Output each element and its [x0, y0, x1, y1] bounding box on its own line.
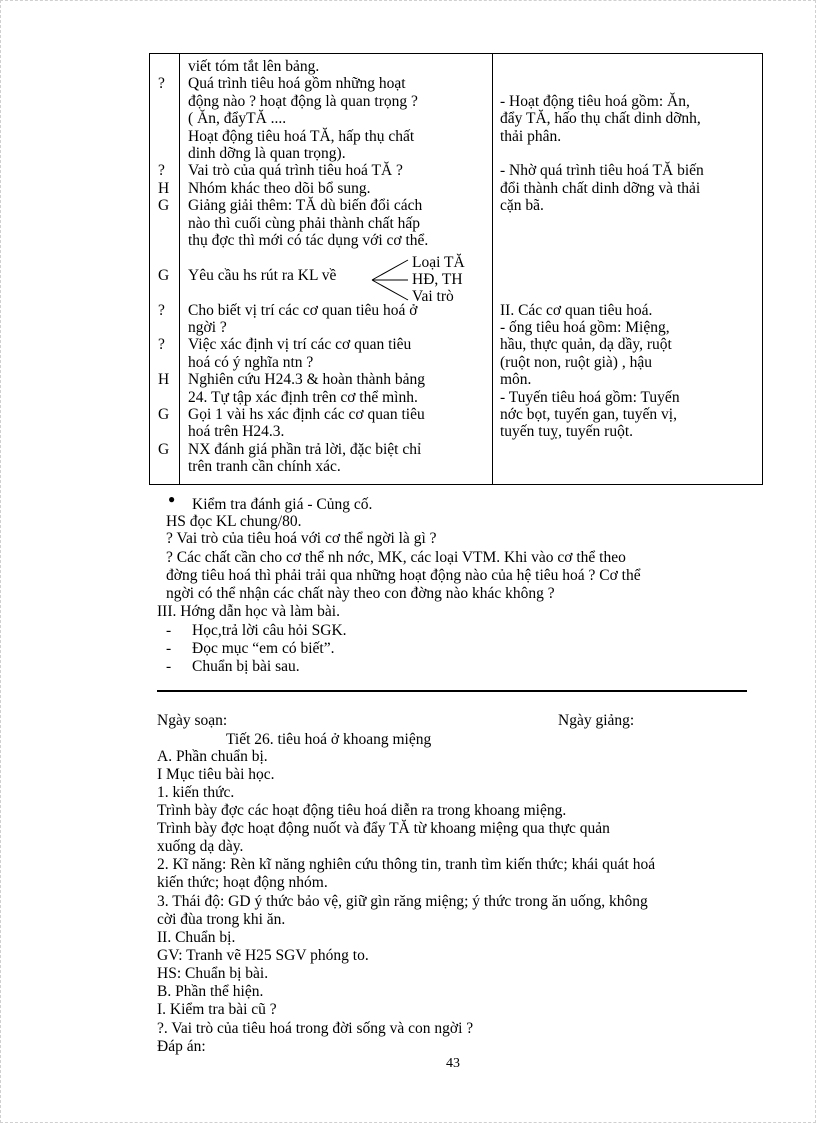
content-text: - ống tiêu hoá gồm: Miệng, — [500, 319, 670, 336]
activity-text: Vai trò của quá trình tiêu hoá TĂ ? — [188, 162, 403, 180]
teach-date-label: Ngày giảng: — [558, 712, 635, 729]
activity-text: 24. Tự tập xác định trên cơ thể mình. — [188, 388, 418, 406]
activity-text: thụ đợc thì mới có tác dụng với cơ thể. — [188, 232, 429, 249]
bullet-icon: ● — [168, 492, 176, 506]
lesson-line: ?. Vai trò của tiêu hoá trong đời sống và con ngời ? — [157, 1020, 474, 1037]
lesson-line: 3. Thái độ: GD ý thức bảo vệ, giữ gìn răng miệng; ý thức trong ăn uống, không — [157, 893, 648, 910]
row-marker: G — [158, 197, 170, 215]
lesson-line: xuống dạ dày. — [157, 838, 244, 855]
activity-text: NX đánh giá phần trả lời, đặc biệt chỉ — [188, 440, 422, 458]
page-number: 43 — [446, 1056, 460, 1071]
guide-dash: - — [166, 622, 172, 639]
activity-text: hoá có ý nghĩa ntn ? — [188, 353, 314, 371]
activity-text: Yêu cầu hs rút ra KL về — [188, 266, 337, 284]
lesson-line: kiến thức; hoạt động nhóm. — [157, 874, 328, 891]
guide-item: Học,trả lời câu hỏi SGK. — [192, 622, 347, 639]
row-marker: ? — [158, 162, 165, 180]
activity-text: Hoạt động tiêu hoá TĂ, hấp thụ chất — [188, 127, 415, 145]
brace-item-2: HĐ, TH — [412, 271, 463, 288]
content-text: - Hoạt động tiêu hoá gồm: Ăn, — [500, 92, 690, 110]
review-line: ngời có thể nhận các chất này theo con đờng nào khác không ? — [166, 585, 555, 602]
guide-dash: - — [166, 658, 172, 675]
activity-text: Việc xác định vị trí các cơ quan tiêu — [188, 336, 412, 354]
activity-text: trên tranh cần chính xác. — [188, 458, 341, 476]
lesson-line: Trình bày đợc các hoạt động tiêu hoá diễn ra trong khoang miệng. — [157, 802, 567, 819]
lesson-line: Trình bày đợc hoạt động nuốt và đẩy TĂ từ khoang miệng qua thực quản — [157, 820, 610, 837]
brace-item-3: Vai trò — [412, 288, 454, 305]
row-marker: ? — [158, 301, 165, 319]
row-marker: G — [158, 266, 170, 284]
row-marker: H — [158, 371, 170, 389]
lesson-line: 2. Kĩ năng: Rèn kĩ năng nghiên cứu thông tin, tranh tìm kiến thức; khái quát hoá — [157, 856, 656, 873]
row-marker: G — [158, 440, 170, 458]
content-text: đẩy TĂ, hấo thụ chất dinh dỡnh, — [500, 110, 701, 128]
lesson-line: GV: Tranh vẽ H25 SGV phóng to. — [157, 947, 369, 964]
review-line: HS đọc KL chung/80. — [166, 513, 302, 530]
content-text: đổi thành chất dinh dỡng và thải — [500, 179, 701, 197]
activity-text: ngời ? — [188, 319, 227, 336]
lesson-line: I. Kiểm tra bài cũ ? — [157, 1001, 277, 1018]
guide-dash: - — [166, 640, 172, 657]
lesson-line: Đáp án: — [157, 1038, 206, 1055]
activity-text: hoá trên H24.3. — [188, 423, 285, 441]
lesson-line: B. Phần thể hiện. — [157, 983, 264, 1000]
content-text: thải phân. — [500, 127, 562, 145]
prep-date-label: Ngày soạn: — [157, 712, 228, 729]
row-marker: ? — [158, 75, 165, 93]
lesson-line: II. Chuẩn bị. — [157, 929, 236, 946]
lesson-title: Tiết 26. tiêu hoá ở khoang miệng — [226, 731, 432, 748]
row-marker: G — [158, 406, 170, 423]
activity-text: Cho biết vị trí các cơ quan tiêu hoá ở — [188, 301, 418, 319]
content-text: tuyến tuỵ, tuyến ruột. — [500, 423, 634, 441]
review-line: ? Vai trò của tiêu hoá với cơ thể ngời là gì ? — [166, 530, 437, 547]
activity-text: động nào ? hoạt động là quan trọng ? — [188, 92, 418, 110]
activity-text: Nhóm khác theo dõi bổ sung. — [188, 179, 371, 197]
guide-heading: III. Hớng dẫn học và làm bài. — [157, 603, 340, 620]
lesson-line: I Mục tiêu bài học. — [157, 766, 275, 783]
content-text: (ruột non, ruột già) , hậu — [500, 353, 652, 371]
activity-text: ( Ăn, đẩyTĂ .... — [188, 110, 287, 128]
lesson-line: cời đùa trong khi ăn. — [157, 911, 286, 928]
activity-text: Giảng giải thêm: TĂ dù biến đổi cách — [188, 197, 423, 215]
content-text: cặn bã. — [500, 197, 544, 215]
brace-item-1: Loại TĂ — [412, 254, 465, 271]
activity-text: Gọi 1 vài hs xác định các cơ quan tiêu — [188, 406, 425, 423]
review-line: ? Các chất cần cho cơ thể nh nớc, MK, các loại VTM. Khi vào cơ thể theo — [166, 549, 626, 566]
guide-item: Đọc mục “em có biết”. — [192, 640, 335, 657]
content-text: môn. — [500, 371, 532, 389]
activity-text: nào thì cuối cùng phải thành chất hấp — [188, 214, 421, 232]
lesson-line: HS: Chuẩn bị bài. — [157, 965, 269, 982]
review-heading: Kiểm tra đánh giá - Củng cố. — [192, 496, 373, 513]
lesson-line: 1. kiến thức. — [157, 784, 235, 801]
activity-text: viết tóm tắt lên bảng. — [188, 58, 320, 75]
activity-text: Nghiên cứu H24.3 & hoàn thành bảng — [188, 371, 425, 389]
row-marker: ? — [158, 336, 165, 354]
content-text: - Tuyến tiêu hoá gồm: Tuyến — [500, 388, 680, 406]
activity-text: dinh dỡng là quan trọng). — [188, 145, 346, 162]
row-marker: H — [158, 179, 170, 197]
guide-item: Chuẩn bị bài sau. — [192, 658, 300, 675]
section-divider — [157, 690, 747, 692]
content-text: hầu, thực quản, dạ dầy, ruột — [500, 336, 672, 354]
review-line: đờng tiêu hoá thì phải trải qua những hoạt động nào của hệ tiêu hoá ? Cơ thể — [166, 567, 641, 584]
content-text: - Nhờ quá trình tiêu hoá TĂ biến — [500, 162, 704, 180]
lesson-line: A. Phần chuẩn bị. — [157, 748, 268, 765]
content-text: nớc bọt, tuyến gan, tuyến vị, — [500, 406, 677, 423]
activity-text: Quá trình tiêu hoá gồm những hoạt — [188, 75, 406, 93]
content-text: II. Các cơ quan tiêu hoá. — [500, 301, 653, 319]
